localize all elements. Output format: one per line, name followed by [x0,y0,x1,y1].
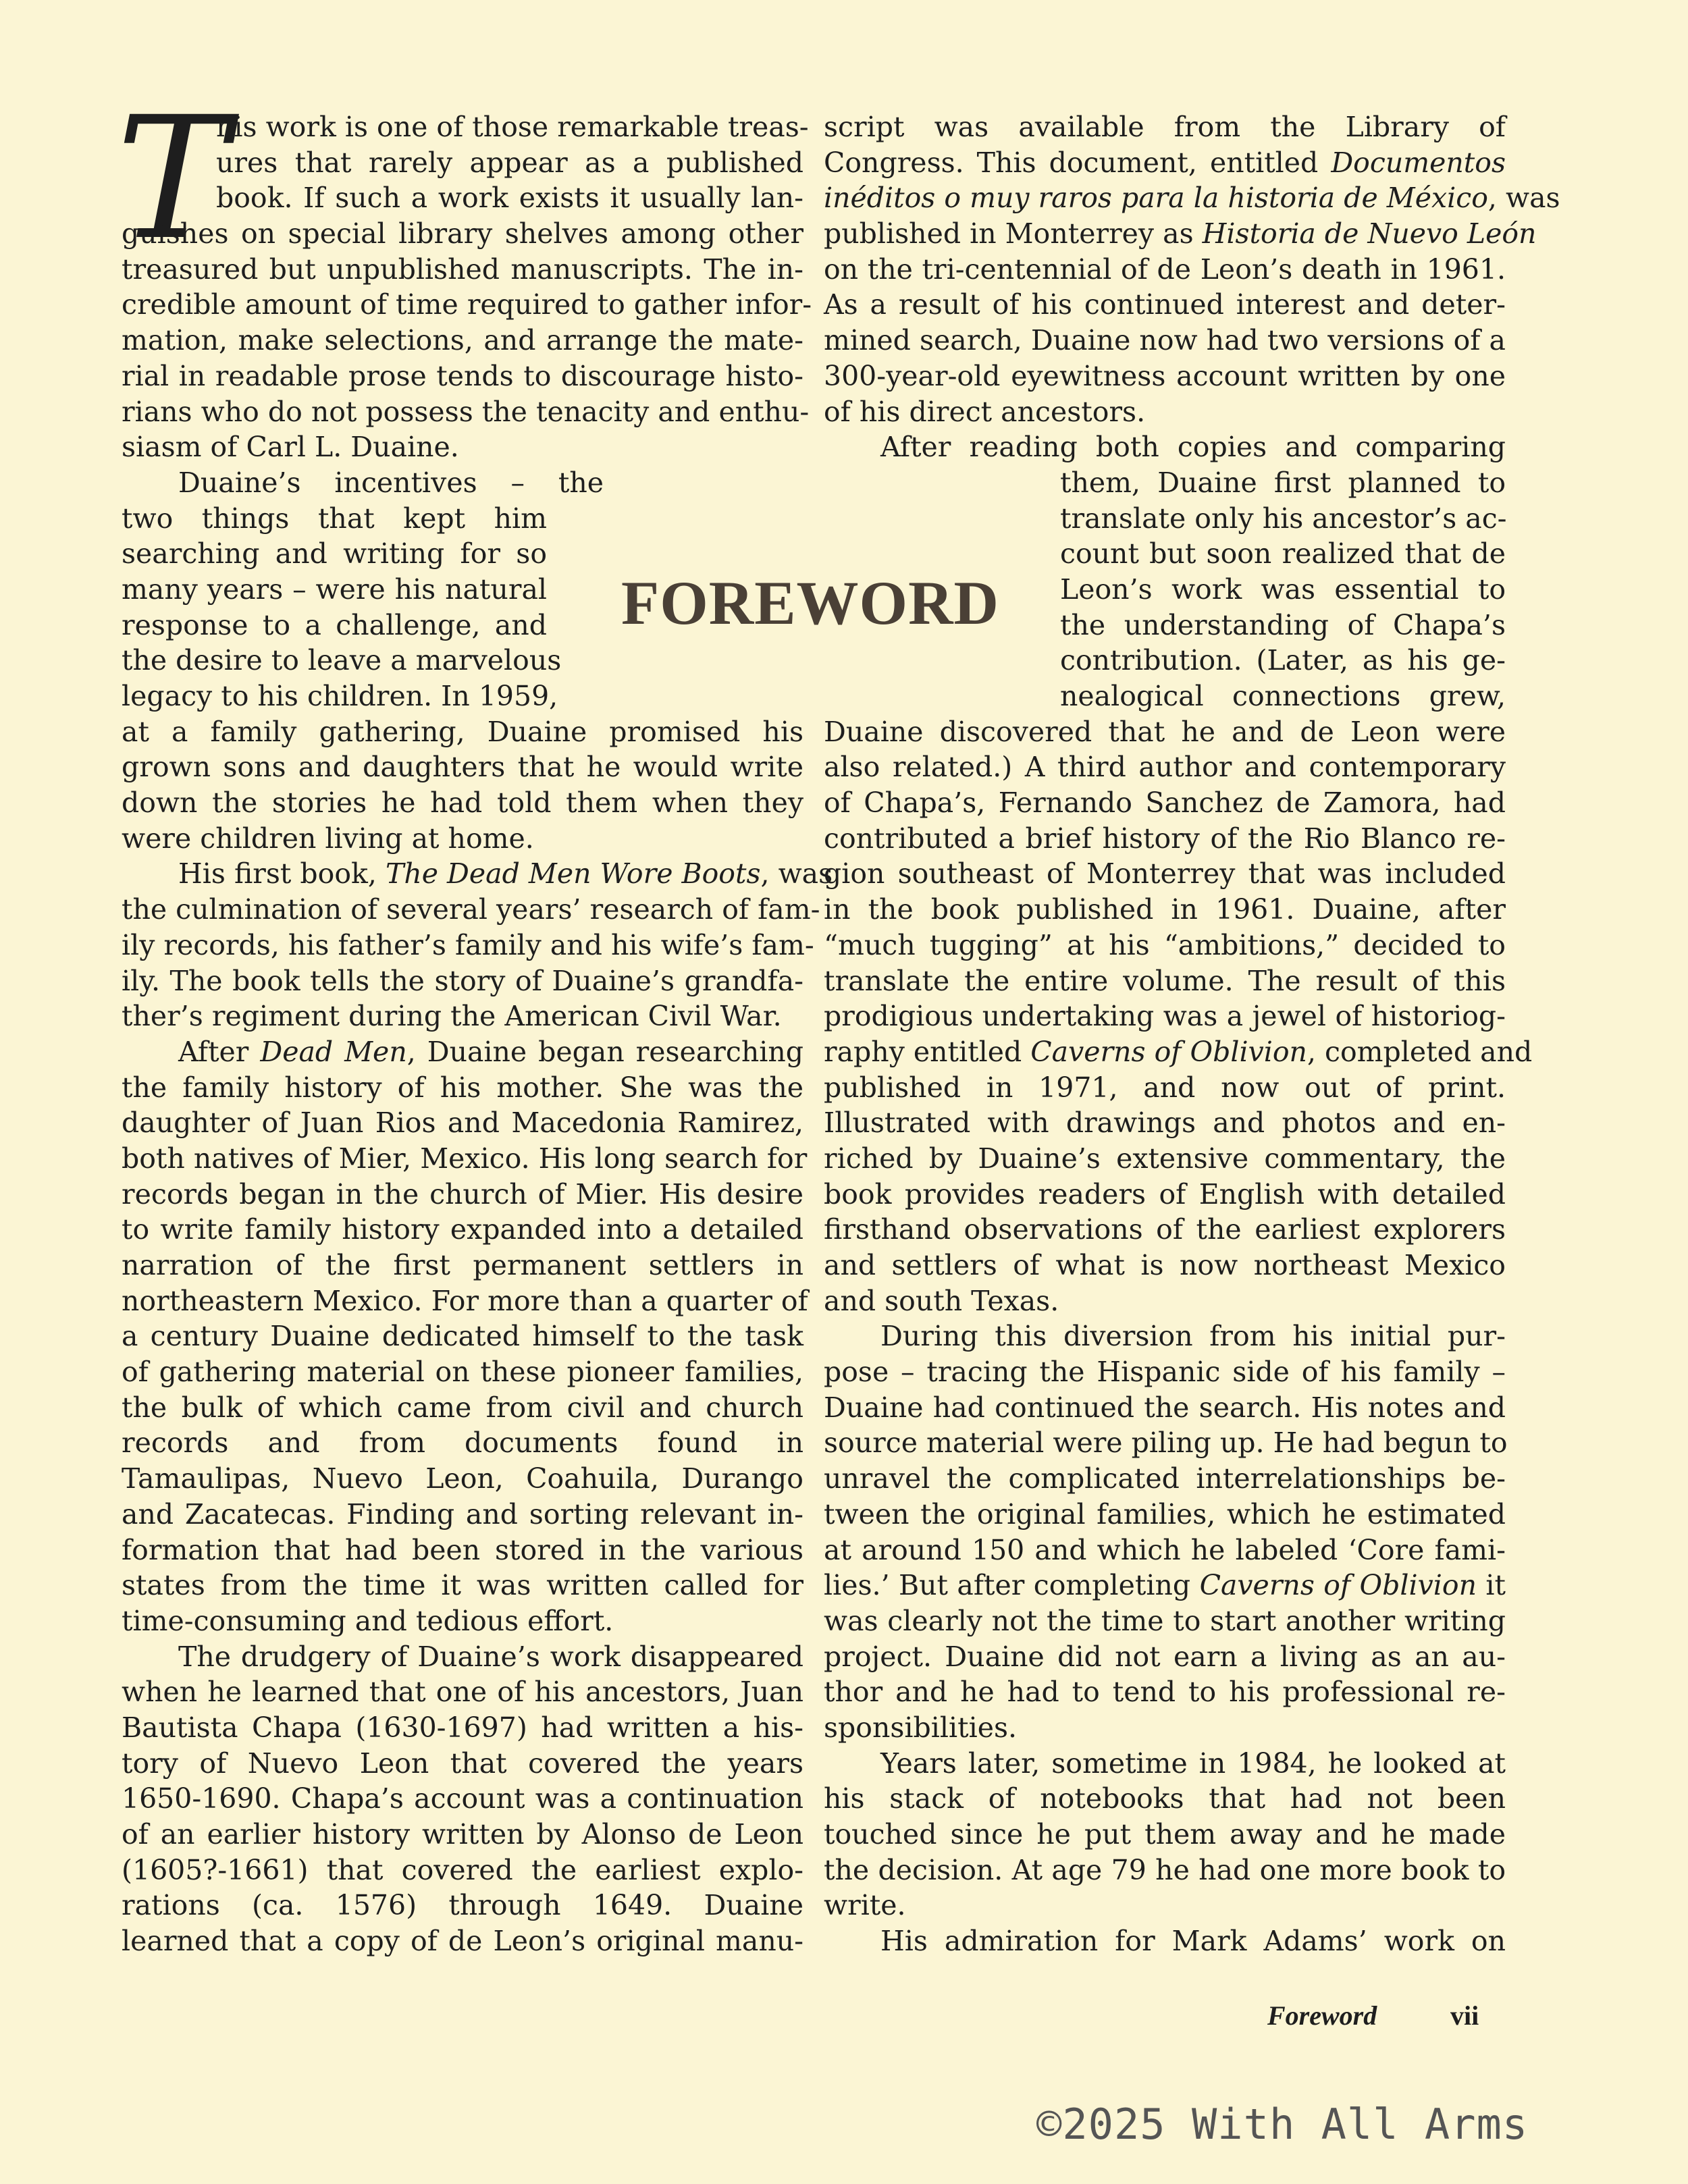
text-line: at a family gathering, Duaine promised his [122,715,803,748]
text-line: ily. The book tells the story of Duaine’s grandfa- [122,964,803,997]
text-line: of Chapa’s, Fernando Sanchez de Zamora, had [824,787,1506,820]
text-line: unravel the complicated interrelationships be- [824,1462,1506,1495]
text-line: ures that rarely appear as a published [216,146,803,179]
text-line: His first book, The Dead Men Wore Boots, was [178,857,833,890]
text-line: During this diversion from his initial pur- [880,1320,1506,1353]
text-line: learned that a copy of de Leon’s original manu- [122,1925,803,1958]
text-line: 300-year-old eyewitness account written by one [824,359,1506,392]
text-line: count but soon realized that de [1060,537,1506,570]
text-line: legacy to his children. In 1959, [122,680,558,712]
page-number: vii [1450,2000,1479,2031]
text-line: After reading both copies and comparing [880,431,1506,464]
text-line: the bulk of which came from civil and church [122,1391,803,1424]
text-line: of his direct ancestors. [824,395,1146,428]
text-line: raphy entitled Caverns of Oblivion, completed and [824,1035,1533,1068]
text-line: the family history of his mother. She was the [122,1071,803,1104]
text-line: siasm of Carl L. Duaine. [122,431,459,464]
text-line: riched by Duaine’s extensive commentary, the [824,1142,1506,1175]
text-line: his work is one of those remarkable treas- [216,111,809,143]
text-line: the desire to leave a marvelous [122,644,562,677]
text-line: “much tugging” at his “ambitions,” decided to [824,928,1506,961]
text-line: records began in the church of Mier. His desire [122,1177,803,1210]
text-line: his stack of notebooks that had not been [824,1782,1506,1815]
text-line: translate only his ancestor’s ac- [1060,502,1507,535]
text-line: treasured but unpublished manuscripts. The in- [122,252,803,286]
text-line: Duaine discovered that he and de Leon were [824,715,1506,748]
text-line: Duaine had continued the search. His notes and [824,1391,1506,1424]
text-line: when he learned that one of his ancestors, Juan [122,1676,803,1709]
text-line: were children living at home. [122,822,534,855]
text-line: nealogical connections grew, [1060,680,1506,712]
text-line: book provides readers of English with detailed [824,1177,1506,1210]
text-line: mined search, Duaine now had two versions of a [824,324,1506,357]
text-line: lies.’ But after completing Caverns of Oblivion it [824,1569,1506,1602]
text-line: northeastern Mexico. For more than a quarter of [122,1284,808,1317]
text-line: inéditos o muy raros para la historia de México, was [824,182,1560,215]
text-line: in the book published in 1961. Duaine, after [824,893,1506,926]
text-line: the decision. At age 79 he had one more book to [824,1853,1506,1886]
text-line: book. If such a work exists it usually lan- [216,182,803,215]
text-line: source material were piling up. He had begun to [824,1427,1508,1460]
text-line: and settlers of what is now northeast Mexico [824,1249,1506,1281]
text-line: The drudgery of Duaine’s work disappeared [178,1640,803,1673]
dropcap-letter: T [116,80,229,277]
text-line: searching and writing for so [122,537,547,570]
text-line: mation, make selections, and arrange the mate- [122,324,803,357]
text-line: many years – were his natural [122,572,547,606]
text-line: Bautista Chapa (1630-1697) had written a his- [122,1711,803,1744]
copyright-watermark: ©2025 With All Arms [1036,2100,1529,2149]
text-line: firsthand observations of the earliest explorers [824,1213,1506,1246]
text-line: touched since he put them away and he made [824,1818,1506,1850]
text-line: Leon’s work was essential to [1060,572,1506,606]
text-line: the understanding of Chapa’s [1060,608,1506,641]
text-line: both natives of Mier, Mexico. His long search for [122,1142,808,1175]
text-line: rial in readable prose tends to discourage histo- [122,359,803,392]
text-line: credible amount of time required to gather infor- [122,288,812,321]
text-line: project. Duaine did not earn a living as an au- [824,1640,1506,1673]
text-line: was clearly not the time to start another writing [824,1604,1506,1637]
text-line: pose – tracing the Hispanic side of his family – [824,1356,1506,1389]
right-column [824,109,1560,1959]
text-line: thor and he had to tend to his professional re- [824,1676,1506,1709]
text-line: states from the time it was written called for [122,1569,803,1602]
text-line: records and from documents found in [122,1427,803,1460]
text-line: sponsibilities. [824,1711,1018,1744]
text-line: daughter of Juan Rios and Macedonia Ramirez, [122,1107,803,1140]
text-line: narration of the first permanent settlers in [122,1249,803,1281]
text-line: grown sons and daughters that he would write [122,751,803,784]
text-line: As a result of his continued interest and deter- [824,288,1506,321]
text-line: contribution. (Later, as his ge- [1060,644,1506,677]
text-line: (1605?-1661) that covered the earliest explo- [122,1853,803,1886]
running-footer-title: Foreword [1267,2000,1377,2031]
text-line: write. [824,1889,906,1922]
text-line: translate the entire volume. The result of this [824,964,1506,997]
text-line: of an earlier history written by Alonso de Leon [122,1818,803,1850]
text-line: prodigious undertaking was a jewel of historiog- [824,1000,1506,1033]
text-line: tween the original families, which he estimated [824,1497,1506,1530]
text-line: a century Duaine dedicated himself to the task [122,1320,803,1353]
text-line: guishes on special library shelves among other [122,217,803,250]
text-line: His admiration for Mark Adams’ work on [880,1925,1506,1958]
page-title: FOREWORD [621,568,999,637]
text-line: of gathering material on these pioneer families, [122,1356,803,1389]
text-line: script was available from the Library of [824,111,1506,143]
text-line: published in Monterrey as Historia de Nuevo León [824,217,1537,250]
text-line: and south Texas. [824,1284,1059,1317]
text-line: response to a challenge, and [122,608,547,641]
text-line: Duaine’s incentives – the [178,466,604,499]
text-line: two things that kept him [122,502,547,535]
text-line: them, Duaine first planned to [1060,466,1506,499]
text-line: on the tri-centennial of de Leon’s death in 1961. [824,252,1506,286]
text-line: the culmination of several years’ research of fam- [122,893,820,926]
text-line: rations (ca. 1576) through 1649. Duaine [122,1889,803,1922]
text-line: tory of Nuevo Leon that covered the years [122,1747,803,1780]
text-line: ther’s regiment during the American Civil War. [122,1000,782,1033]
text-line: at around 150 and which he labeled ‘Core fami- [824,1533,1506,1566]
text-line: Tamaulipas, Nuevo Leon, Coahuila, Durango [122,1462,803,1495]
text-line: Years later, sometime in 1984, he looked at [880,1747,1506,1780]
text-line: gion southeast of Monterrey that was included [824,857,1506,890]
text-line: Congress. This document, entitled Documentos [824,146,1506,179]
text-line: formation that had been stored in the various [122,1533,803,1566]
text-line: ily records, his father’s family and his wife’s fam- [122,928,814,961]
text-line: After Dead Men, Duaine began researching [178,1035,803,1068]
text-line: contributed a brief history of the Rio Blanco re- [824,822,1506,855]
text-line: Illustrated with drawings and photos and en- [824,1107,1506,1140]
text-line: also related.) A third author and contemporary [824,751,1506,784]
text-line: to write family history expanded into a detailed [122,1213,803,1246]
text-line: down the stories he had told them when they [122,787,803,820]
text-line: published in 1971, and now out of print. [824,1071,1506,1104]
text-line: and Zacatecas. Finding and sorting relevant in- [122,1497,803,1530]
text-line: time-consuming and tedious effort. [122,1604,614,1637]
text-line: 1650-1690. Chapa’s account was a continuation [122,1782,803,1815]
text-line: rians who do not possess the tenacity and enthu- [122,395,810,428]
